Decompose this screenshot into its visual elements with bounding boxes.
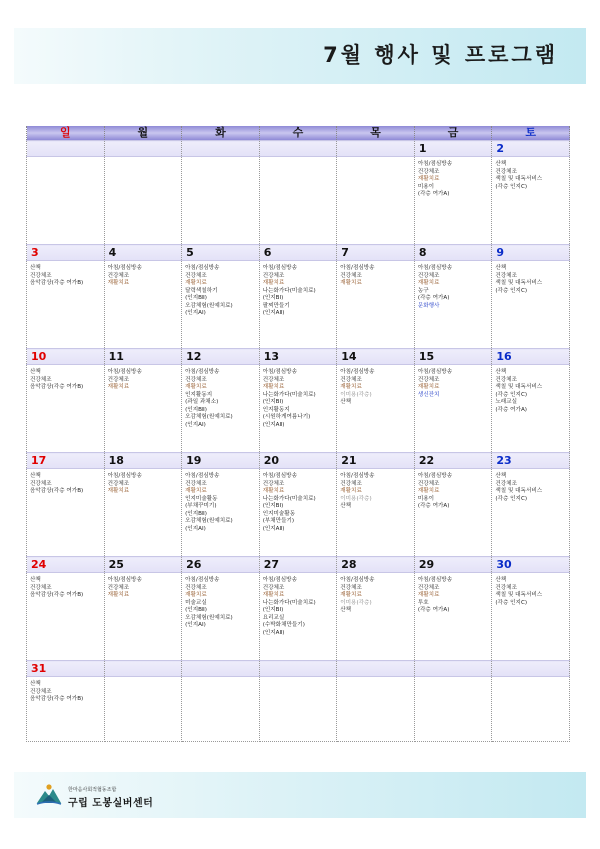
activity-item: 재활치료 bbox=[417, 384, 440, 390]
activity-item: 아침/점심방송 bbox=[340, 265, 375, 271]
activities-row bbox=[27, 573, 570, 661]
activity-item: 아침/점심방송 bbox=[417, 369, 453, 375]
activity-item: 건강체조 bbox=[30, 376, 52, 383]
activity-item: (각층 인지C) bbox=[495, 287, 528, 294]
activity-item: 재활치료 bbox=[340, 592, 362, 598]
activity-item: 산책 bbox=[495, 161, 507, 167]
date-number-wed bbox=[259, 141, 337, 157]
activity-item: 산책 bbox=[495, 473, 507, 479]
activity-item: 아침/점심방송 bbox=[417, 577, 453, 583]
activity-item: 아침/점심방송 bbox=[262, 577, 297, 583]
activity-item: 산책 bbox=[30, 369, 41, 375]
activity-item: (인지BⅠ) bbox=[262, 295, 284, 301]
activity-item: (각층 인지C) bbox=[495, 183, 528, 190]
date-row bbox=[27, 245, 570, 261]
date-number-wed bbox=[259, 661, 337, 677]
day-activities-cell bbox=[259, 677, 337, 742]
weekday-mon: 월 bbox=[104, 126, 182, 141]
activity-item: (인지BⅠ) bbox=[262, 503, 284, 509]
activity-item: 음악감상(각층 여가B) bbox=[30, 384, 84, 390]
day-activities-cell bbox=[337, 469, 415, 557]
activity-item: (인지BⅠ) bbox=[262, 607, 284, 613]
day-activities-cell bbox=[259, 469, 337, 557]
date-number-thu: 28 bbox=[337, 557, 415, 573]
activity-item: 산책 bbox=[340, 503, 352, 509]
day-activities-cell bbox=[27, 157, 105, 245]
activity-item: 오감체험(원예치료) bbox=[185, 518, 233, 524]
activity-item: (인지BⅡ) bbox=[185, 607, 207, 613]
day-activities-cell bbox=[259, 573, 337, 661]
activity-item: 건강체조 bbox=[417, 584, 440, 591]
activity-item: 건강체조 bbox=[107, 376, 130, 383]
activity-item: 건강체조 bbox=[495, 480, 517, 487]
day-activities-cell bbox=[27, 573, 105, 661]
day-activities-cell bbox=[104, 677, 182, 742]
date-number-wed: 13 bbox=[259, 349, 337, 365]
activity-item: 건강체조 bbox=[417, 376, 440, 383]
activity-item: 음악감상(각층 여가B) bbox=[30, 280, 84, 286]
activity-item: 미술교실 bbox=[185, 599, 207, 606]
activities-row bbox=[27, 469, 570, 557]
activity-item: 재활치료 bbox=[107, 280, 130, 286]
date-number-wed: 27 bbox=[259, 557, 337, 573]
activity-item: 인지활동지 bbox=[185, 391, 213, 398]
date-number-fri bbox=[414, 661, 492, 677]
date-number-thu: 21 bbox=[337, 453, 415, 469]
date-number-sat: 16 bbox=[492, 349, 570, 365]
activity-item: 색칠 및 대독서비스 bbox=[495, 280, 543, 286]
activity-item: (인지AⅡ) bbox=[262, 310, 285, 316]
date-number-sun bbox=[27, 141, 105, 157]
activity-item: (각층 여가A) bbox=[495, 406, 527, 413]
date-number-fri: 22 bbox=[414, 453, 492, 469]
day-activities-cell bbox=[104, 261, 182, 349]
day-activities-cell bbox=[492, 261, 570, 349]
activity-item: 아침/점심방송 bbox=[262, 369, 297, 375]
activity-item: 음악감상(각층 여가B) bbox=[30, 592, 84, 598]
activity-item: (인지AⅠ) bbox=[185, 525, 206, 532]
activity-item: 건강체조 bbox=[185, 584, 207, 591]
date-number-sun: 31 bbox=[27, 661, 105, 677]
activity-item: (인지AⅡ) bbox=[262, 629, 285, 636]
weekday-tue: 화 bbox=[182, 126, 260, 141]
activities-row bbox=[27, 261, 570, 349]
activity-item: 산책 bbox=[30, 265, 41, 271]
date-number-mon: 11 bbox=[104, 349, 182, 365]
activity-item: 산책 bbox=[30, 473, 41, 479]
day-activities-cell bbox=[182, 365, 260, 453]
activity-item: 인지미술활동 bbox=[185, 495, 218, 502]
activity-item: (각층 여가A) bbox=[417, 503, 450, 509]
activity-item: 오감체험(원예치료) bbox=[185, 614, 233, 621]
activity-item: 요리교실 bbox=[262, 614, 285, 621]
date-number-tue: 12 bbox=[182, 349, 260, 365]
day-activities-cell bbox=[414, 365, 492, 453]
date-number-mon bbox=[104, 141, 182, 157]
activity-item: 건강체조 bbox=[495, 376, 517, 383]
activity-item: 건강체조 bbox=[417, 168, 440, 175]
activity-item: 재활치료 bbox=[417, 592, 440, 598]
day-activities-cell bbox=[182, 677, 260, 742]
footer-banner bbox=[14, 772, 586, 818]
activity-item: 문화행사 bbox=[417, 302, 440, 309]
activity-item: 건강체조 bbox=[30, 584, 52, 591]
activity-item: 건강체조 bbox=[107, 272, 130, 279]
date-number-sun: 10 bbox=[27, 349, 105, 365]
date-number-wed: 20 bbox=[259, 453, 337, 469]
day-activities-cell bbox=[492, 157, 570, 245]
activity-item: 농구 bbox=[417, 287, 429, 294]
activity-item: (부채꾸미기) bbox=[185, 503, 217, 509]
date-number-thu: 7 bbox=[337, 245, 415, 261]
date-number-thu bbox=[337, 141, 415, 157]
activity-item: (인지AⅠ) bbox=[185, 622, 206, 628]
activity-item: 나는화가다(미술치료) bbox=[262, 599, 316, 606]
activity-item: 이미용(각층) bbox=[340, 599, 372, 606]
day-activities-cell bbox=[337, 677, 415, 742]
activity-item: 재활치료 bbox=[340, 280, 362, 286]
date-number-mon bbox=[104, 661, 182, 677]
day-activities-cell bbox=[104, 157, 182, 245]
activity-item: (인지AⅠ) bbox=[185, 310, 206, 316]
activity-item: 아침/점심방송 bbox=[185, 265, 220, 271]
activity-item: 산책 bbox=[30, 577, 41, 583]
activity-item: 산책 bbox=[495, 265, 507, 271]
date-number-sat: 9 bbox=[492, 245, 570, 261]
activity-item: 나는화가다(미술치료) bbox=[262, 495, 316, 502]
activity-item: 아침/점심방송 bbox=[107, 473, 142, 479]
date-row bbox=[27, 141, 570, 157]
day-activities-cell bbox=[104, 573, 182, 661]
activity-item: 재활치료 bbox=[417, 280, 440, 286]
weekday-wed: 수 bbox=[259, 126, 337, 141]
activity-item: 인지활동지 bbox=[262, 406, 290, 413]
date-number-fri: 15 bbox=[414, 349, 492, 365]
org-subtitle: 한마음사회적협동조합 bbox=[68, 787, 117, 793]
activity-item: 이미용(각층) bbox=[340, 391, 372, 398]
activity-item: (각층 여가A) bbox=[417, 607, 450, 613]
activity-item: 건강체조 bbox=[417, 272, 440, 279]
activity-item: 재활치료 bbox=[340, 488, 362, 494]
activity-item: 건강체조 bbox=[417, 480, 440, 487]
activity-item: 재활치료 bbox=[185, 592, 207, 598]
activity-item: 재활치료 bbox=[107, 384, 130, 390]
activity-item: 건강체조 bbox=[262, 584, 285, 591]
activity-item: 건강체조 bbox=[107, 480, 130, 487]
activity-item: (인지AⅠ) bbox=[185, 421, 206, 428]
activity-item: 재활치료 bbox=[417, 176, 440, 182]
day-activities-cell bbox=[337, 573, 415, 661]
activity-item: 인지미술활동 bbox=[262, 510, 296, 517]
date-row bbox=[27, 349, 570, 365]
date-number-sat: 30 bbox=[492, 557, 570, 573]
activity-item: 재활치료 bbox=[185, 384, 207, 390]
activity-item: 음악감상(각층 여가B) bbox=[30, 488, 84, 494]
activity-item: 건강체조 bbox=[30, 688, 52, 695]
day-activities-cell bbox=[414, 157, 492, 245]
activity-item: 달력색칠하기 bbox=[185, 287, 218, 294]
day-activities-cell bbox=[27, 469, 105, 557]
activity-item: 건강체조 bbox=[185, 480, 207, 487]
date-number-sun: 24 bbox=[27, 557, 105, 573]
day-activities-cell bbox=[414, 573, 492, 661]
activity-item: (인지BⅡ) bbox=[185, 295, 207, 301]
date-number-sun: 3 bbox=[27, 245, 105, 261]
activity-item: 색칠 및 대독서비스 bbox=[495, 176, 543, 182]
date-number-mon: 4 bbox=[104, 245, 182, 261]
day-activities-cell bbox=[414, 469, 492, 557]
day-activities-cell bbox=[414, 261, 492, 349]
date-number-sat: 2 bbox=[492, 141, 570, 157]
day-activities-cell bbox=[337, 157, 415, 245]
activity-item: 재활치료 bbox=[262, 280, 285, 286]
activity-item: 아침/점심방송 bbox=[262, 473, 297, 479]
activity-item: 생신잔치 bbox=[417, 391, 440, 398]
activity-item: 아침/점심방송 bbox=[107, 577, 142, 583]
activity-item: 아침/점심방송 bbox=[262, 265, 297, 271]
activity-item: (인지BⅡ) bbox=[185, 510, 207, 517]
activity-item: 건강체조 bbox=[262, 376, 285, 383]
activity-item: (과일 과채소) bbox=[185, 399, 219, 405]
activity-item: 색칠 및 대독서비스 bbox=[495, 384, 543, 390]
day-activities-cell bbox=[259, 157, 337, 245]
activity-item: 아침/점심방송 bbox=[185, 473, 220, 479]
activity-item: 아침/점심방송 bbox=[340, 577, 375, 583]
activity-item: 미용이 bbox=[417, 183, 435, 190]
mountain-logo-icon bbox=[36, 783, 62, 807]
activities-row bbox=[27, 677, 570, 742]
date-number-fri: 29 bbox=[414, 557, 492, 573]
day-activities-cell bbox=[492, 677, 570, 742]
activity-item: 투호 bbox=[417, 599, 429, 606]
day-activities-cell bbox=[259, 365, 337, 453]
date-number-fri: 1 bbox=[414, 141, 492, 157]
weekday-header-row bbox=[27, 126, 570, 141]
activity-item: 건강체조 bbox=[30, 480, 52, 487]
activity-item: 아침/점심방송 bbox=[185, 369, 220, 375]
activity-item: 재활치료 bbox=[107, 592, 130, 598]
date-number-thu bbox=[337, 661, 415, 677]
day-activities-cell bbox=[182, 261, 260, 349]
activity-item: 건강체조 bbox=[262, 272, 285, 279]
activity-item: 산책 bbox=[30, 681, 41, 687]
date-row bbox=[27, 557, 570, 573]
activity-item: 건강체조 bbox=[340, 584, 362, 591]
activity-item: 오감체험(원예치료) bbox=[185, 302, 233, 309]
day-activities-cell bbox=[337, 261, 415, 349]
activity-item: (인지AⅡ) bbox=[262, 525, 285, 532]
weekday-sat: 토 bbox=[492, 126, 570, 141]
activity-item: 재활치료 bbox=[185, 280, 207, 286]
date-row bbox=[27, 661, 570, 677]
activity-item: (각층 인지C) bbox=[495, 391, 528, 398]
org-name: 구립 도봉실버센터 bbox=[68, 798, 154, 809]
activity-item: 산책 bbox=[495, 577, 507, 583]
activity-item: 미용이 bbox=[417, 495, 435, 502]
activity-item: (부채만들기) bbox=[262, 518, 295, 524]
date-number-sun: 17 bbox=[27, 453, 105, 469]
activity-item: 건강체조 bbox=[262, 480, 285, 487]
activity-item: 음악감상(각층 여가B) bbox=[30, 696, 84, 702]
activity-item: 아침/점심방송 bbox=[107, 265, 142, 271]
activity-item: 건강체조 bbox=[340, 272, 362, 279]
activity-item: 아침/점심방송 bbox=[417, 473, 453, 479]
weekday-fri: 금 bbox=[414, 126, 492, 141]
activity-item: 건강체조 bbox=[107, 584, 130, 591]
activity-item: 이미용(각층) bbox=[340, 495, 372, 502]
activity-item: 산책 bbox=[340, 399, 352, 405]
date-number-mon: 18 bbox=[104, 453, 182, 469]
date-number-sat: 23 bbox=[492, 453, 570, 469]
activity-item: 건강체조 bbox=[340, 480, 362, 487]
date-number-thu: 14 bbox=[337, 349, 415, 365]
day-activities-cell bbox=[414, 677, 492, 742]
date-number-mon: 25 bbox=[104, 557, 182, 573]
activity-item: 아침/점심방송 bbox=[185, 577, 220, 583]
day-activities-cell bbox=[27, 365, 105, 453]
day-activities-cell bbox=[104, 469, 182, 557]
day-activities-cell bbox=[337, 365, 415, 453]
activity-item: 재활치료 bbox=[262, 592, 285, 598]
page-title: 7월 행사 및 프로그램 bbox=[323, 43, 558, 67]
day-activities-cell bbox=[104, 365, 182, 453]
activity-item: 산책 bbox=[340, 607, 352, 613]
activity-item: 건강체조 bbox=[495, 168, 517, 175]
day-activities-cell bbox=[27, 261, 105, 349]
activity-item: (인지AⅡ) bbox=[262, 421, 285, 428]
date-number-tue bbox=[182, 661, 260, 677]
activities-row bbox=[27, 157, 570, 245]
date-number-tue bbox=[182, 141, 260, 157]
activity-item: 건강체조 bbox=[495, 584, 517, 591]
activity-item: 색칠 및 대독서비스 bbox=[495, 488, 543, 494]
activity-item: (인지BⅡ) bbox=[185, 406, 207, 413]
date-number-tue: 19 bbox=[182, 453, 260, 469]
activity-item: 나는화가다(미술치료) bbox=[262, 287, 316, 294]
day-activities-cell bbox=[27, 677, 105, 742]
day-activities-cell bbox=[182, 157, 260, 245]
day-activities-cell bbox=[182, 469, 260, 557]
date-number-fri: 8 bbox=[414, 245, 492, 261]
activity-item: 아침/점심방송 bbox=[107, 369, 142, 375]
date-row bbox=[27, 453, 570, 469]
activity-item: 산책 bbox=[495, 369, 507, 375]
activity-item: 오감체험(원예치료) bbox=[185, 414, 233, 420]
activity-item: 재활치료 bbox=[107, 488, 130, 494]
activity-item: (인지BⅠ) bbox=[262, 399, 284, 405]
weekday-sun: 일 bbox=[27, 126, 105, 141]
weekday-thu: 목 bbox=[337, 126, 415, 141]
date-number-sat bbox=[492, 661, 570, 677]
day-activities-cell bbox=[259, 261, 337, 349]
activity-item: (각층 인지C) bbox=[495, 599, 528, 606]
activity-item: 아침/점심방송 bbox=[417, 161, 453, 167]
activity-item: (시원하게여름나기) bbox=[262, 414, 311, 420]
activity-item: 아침/점심방송 bbox=[417, 265, 453, 271]
activity-item: 나는화가다(미술치료) bbox=[262, 391, 316, 398]
activity-item: 아침/점심방송 bbox=[340, 473, 375, 479]
activity-item: (수박화채만들기) bbox=[262, 622, 305, 628]
activity-item: 아침/점심방송 bbox=[340, 369, 375, 375]
calendar-table bbox=[26, 126, 570, 742]
activity-item: 노래교실 bbox=[495, 399, 517, 405]
activity-item: 건강체조 bbox=[340, 376, 362, 383]
activity-item: 색칠 및 대독서비스 bbox=[495, 592, 543, 598]
date-number-wed: 6 bbox=[259, 245, 337, 261]
date-number-tue: 26 bbox=[182, 557, 260, 573]
activity-item: 건강체조 bbox=[30, 272, 52, 279]
activity-item: 재활치료 bbox=[185, 488, 207, 494]
activity-item: 팔찌만들기 bbox=[262, 302, 290, 309]
date-number-tue: 5 bbox=[182, 245, 260, 261]
activity-item: 건강체조 bbox=[495, 272, 517, 279]
day-activities-cell bbox=[492, 573, 570, 661]
activity-item: 재활치료 bbox=[417, 488, 440, 494]
activity-item: 재활치료 bbox=[262, 488, 285, 494]
title-banner bbox=[14, 28, 586, 84]
day-activities-cell bbox=[492, 365, 570, 453]
activity-item: (각층 여가A) bbox=[417, 295, 450, 301]
day-activities-cell bbox=[492, 469, 570, 557]
activity-item: 재활치료 bbox=[340, 384, 362, 390]
day-activities-cell bbox=[182, 573, 260, 661]
activity-item: (각층 인지C) bbox=[495, 495, 528, 502]
activity-item: 건강체조 bbox=[185, 272, 207, 279]
activity-item: 재활치료 bbox=[262, 384, 285, 390]
activities-row bbox=[27, 365, 570, 453]
activity-item: (각층 여가A) bbox=[417, 191, 450, 197]
activity-item: 건강체조 bbox=[185, 376, 207, 383]
